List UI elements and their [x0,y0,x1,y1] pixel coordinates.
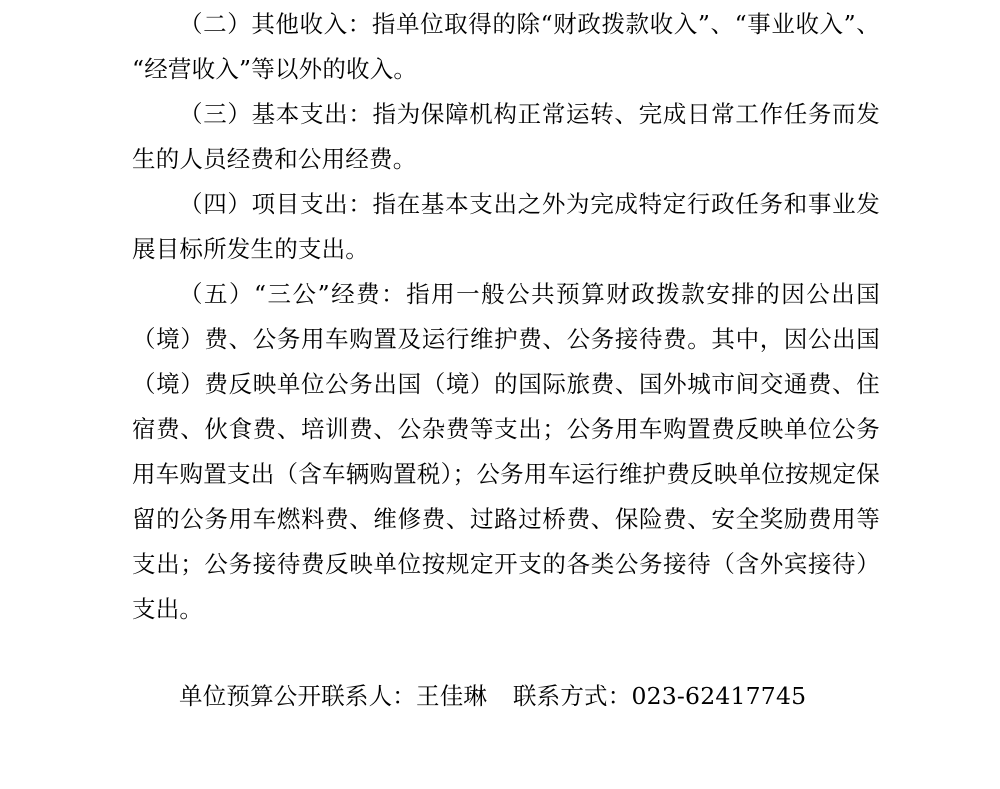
contact-block [132,674,880,719]
contact-method: 联系方式：023-62417745 [512,682,807,710]
contact-person: 单位预算公开联系人：王佳琳 [179,682,488,710]
paragraph-other-income: （二）其他收入：指单位取得的除“财政拨款收入”、“事业收入”、“经营收入”等以外的收入。 [132,10,880,83]
paragraph-three-public-expenses: （五）“三公”经费：指用一般公共预算财政拨款安排的因公出国（境）费、公务用车购置及运行维护费、公务接待费。其中，因公出国（境）费反映单位公务出国（境）的国际旅费、国外城市间交通费、住宿费、伙食费、培训费、公杂费等支出；公务用车购置费反映单位公务用车购置支出（含车辆购置税）；公务用车运行维护费反映单位按规定保留的公务用车燃料费、维修费、过路过桥费、保险费、安全奖励费用等支出；公务接待费反映单位按规定开支的各类公务接待（含外宾接待）支出。 [132,280,880,623]
contact-line [132,674,880,719]
paragraph-project-expenditure: （四）项目支出：指在基本支出之外为完成特定行政任务和事业发展目标所发生的支出。 [132,190,880,263]
paragraph-basic-expenditure: （三）基本支出：指为保障机构正常运转、完成日常工作任务而发生的人员经费和公用经费。 [132,100,880,173]
